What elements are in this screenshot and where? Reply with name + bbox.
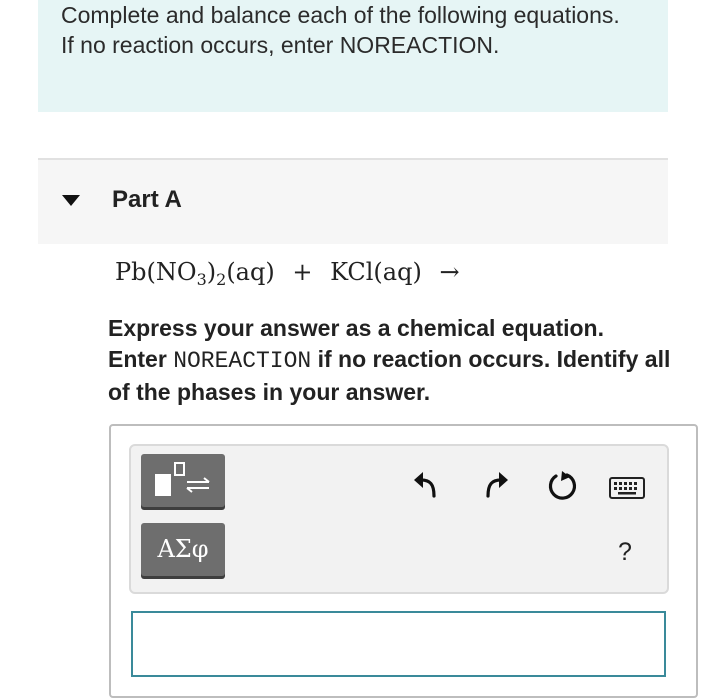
reaction-arrow: → xyxy=(439,258,460,286)
keyboard-icon[interactable] xyxy=(609,476,645,500)
undo-icon[interactable] xyxy=(412,470,442,498)
prompt-rest: if no reaction occurs. Identify all of the phases in your answer. xyxy=(108,346,671,405)
equation-toolbar xyxy=(129,444,669,594)
prompt-enter: Enter xyxy=(108,346,167,372)
help-button[interactable]: ? xyxy=(618,538,632,566)
reset-icon[interactable] xyxy=(547,470,579,502)
part-a-header[interactable] xyxy=(38,158,668,244)
template-icon xyxy=(141,454,225,507)
reactant1-prefix: Pb(NO xyxy=(115,258,197,286)
answer-box xyxy=(109,424,698,698)
question-prompt xyxy=(108,313,678,408)
instructions-text: Complete and balance each of the following equations. If no reaction occurs, enter NOREACTION. xyxy=(61,2,620,58)
template-button[interactable] xyxy=(141,454,225,507)
instructions-panel xyxy=(38,0,668,112)
redo-icon[interactable] xyxy=(480,470,510,498)
greek-symbols-button[interactable]: ΑΣφ xyxy=(141,523,225,576)
answer-input[interactable] xyxy=(131,611,666,677)
reactant2: KCl(aq) xyxy=(330,258,422,286)
noreaction-code: NOREACTION xyxy=(173,348,312,374)
caret-down-icon[interactable] xyxy=(62,195,80,206)
reactant1-phase: (aq) xyxy=(226,258,275,286)
plus-sign: + xyxy=(292,258,313,286)
prompt-line1: Express your answer as a chemical equation. xyxy=(108,315,604,341)
chemical-equation xyxy=(115,258,460,289)
subscript-2: 2 xyxy=(216,270,227,289)
part-title: Part A xyxy=(112,186,182,213)
reactant1-close: ) xyxy=(206,258,217,286)
subscript-3: 3 xyxy=(196,270,207,289)
